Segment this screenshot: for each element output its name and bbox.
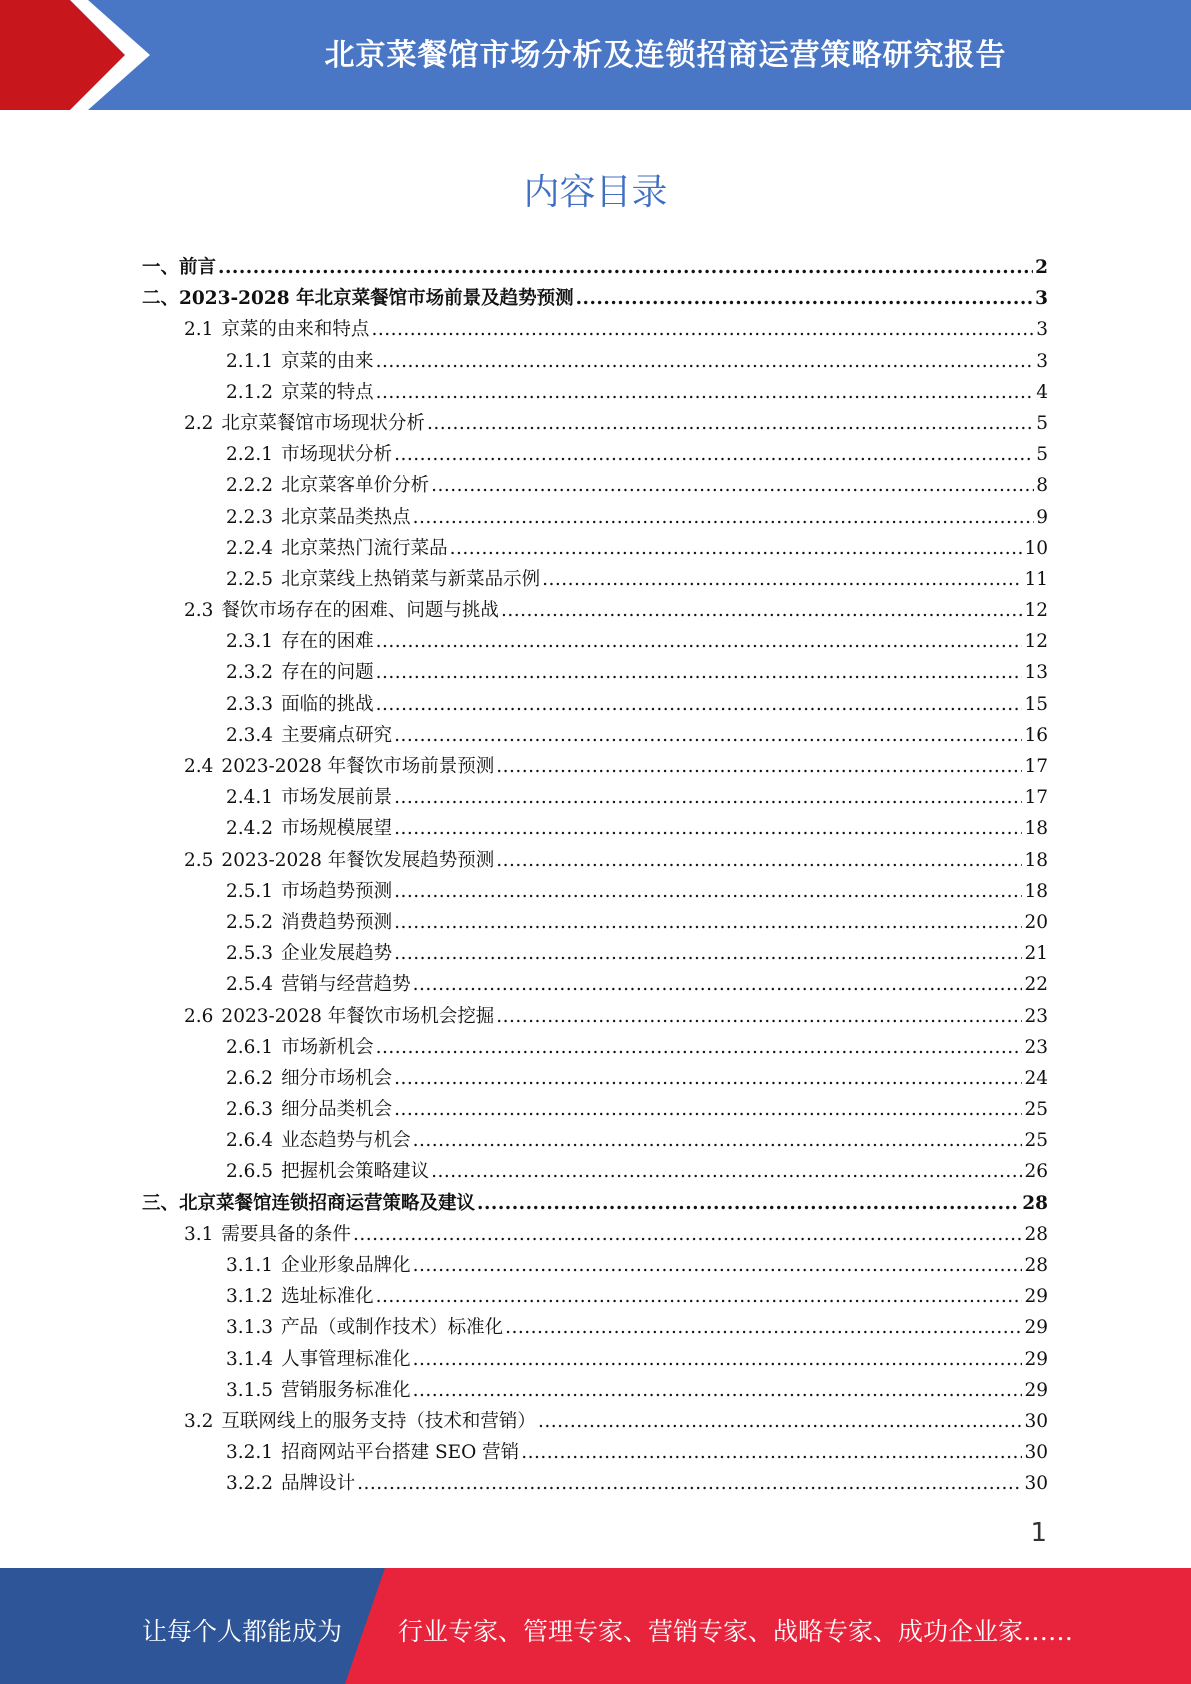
toc-entry-title: 京菜的由来 [281,350,374,372]
toc-entry[interactable] [142,378,1048,409]
toc-entry-number: 3.1.5 [226,1379,274,1401]
toc-dot-leader [496,756,1022,777]
toc-entry[interactable] [142,1313,1048,1344]
toc-entry[interactable] [142,939,1048,970]
toc-entry-page: 5 [1036,444,1048,466]
toc-entry-title: 北京菜餐馆市场现状分析 [221,412,425,434]
table-of-contents [142,253,1048,1501]
toc-entry[interactable] [142,1033,1048,1064]
toc-entry-title: 北京菜品类热点 [281,506,411,528]
toc-entry-number: 3.1 [184,1223,214,1245]
toc-entry-page: 21 [1024,943,1048,965]
toc-entry-page: 18 [1024,880,1048,902]
toc-entry[interactable] [142,347,1048,378]
toc-entry-page: 17 [1024,787,1048,809]
toc-entry-page: 25 [1024,1130,1048,1152]
toc-entry-title: 面临的挑战 [281,693,374,715]
toc-entry[interactable] [142,534,1048,565]
toc-entry-title: 三、北京菜餐馆连锁招商运营策略及建议 [142,1192,476,1214]
toc-entry[interactable] [142,1064,1048,1095]
toc-dot-leader [413,1349,1023,1370]
toc-dot-leader [427,413,1034,434]
toc-entry[interactable] [142,1095,1048,1126]
toc-entry[interactable] [142,596,1048,627]
toc-dot-leader [394,943,1022,964]
toc-entry-number: 2.2 [184,412,214,434]
toc-entry-number: 2.6.3 [226,1099,274,1121]
toc-dot-leader [394,444,1034,465]
toc-entry[interactable] [142,1469,1048,1500]
toc-entry-page: 2 [1035,257,1048,278]
toc-entry[interactable] [142,783,1048,814]
toc-entry-title: 营销服务标准化 [281,1379,411,1401]
toc-entry-title: 北京菜线上热销菜与新菜品示例 [281,568,541,590]
toc-entry[interactable] [142,284,1048,315]
toc-entry-title: 市场规模展望 [281,818,393,840]
toc-entry-number: 2.4.1 [226,787,274,809]
toc-entry-number: 2.3.3 [226,693,274,715]
toc-entry-page: 9 [1036,506,1048,528]
toc-entry[interactable] [142,471,1048,502]
toc-entry-number: 3.2.1 [226,1442,274,1464]
toc-entry-title: 需要具备的条件 [221,1223,351,1245]
toc-dot-leader [394,1099,1022,1120]
toc-dot-leader [413,507,1035,528]
toc-entry-page: 12 [1024,600,1048,622]
toc-entry-title: 京菜的特点 [281,381,374,403]
toc-entry-number: 2.1.2 [226,381,274,403]
toc-entry-page: 24 [1024,1067,1048,1089]
toc-entry-page: 15 [1024,693,1048,715]
toc-entry-number: 2.4 [184,756,214,777]
toc-entry[interactable] [142,315,1048,346]
toc-entry[interactable] [142,1438,1048,1469]
toc-entry-title: 京菜的由来和特点 [221,319,370,341]
toc-dot-leader [376,1037,1023,1058]
footer-slogan-left: 让每个人都能成为 [142,1617,343,1646]
toc-entry-number: 2.1 [184,319,214,341]
toc-dot-leader [394,1068,1022,1089]
toc-entry-title: 选址标准化 [281,1286,374,1308]
header-arrow-decoration [0,0,160,110]
toc-entry[interactable] [142,970,1048,1001]
toc-entry-number: 2.5.4 [226,974,274,996]
toc-entry-title: 北京菜客单价分析 [281,475,430,497]
toc-entry[interactable] [142,440,1048,471]
toc-entry-page: 12 [1024,631,1048,653]
toc-entry[interactable] [142,721,1048,752]
toc-entry[interactable] [142,627,1048,658]
toc-entry-title: 品牌设计 [281,1473,356,1495]
toc-entry[interactable] [142,814,1048,845]
toc-entry-title: 企业形象品牌化 [281,1255,411,1276]
toc-entry-number: 3.2 [184,1410,214,1432]
toc-entry-page: 30 [1024,1473,1048,1495]
toc-dot-leader [413,974,1023,995]
toc-entry-page: 28 [1024,1255,1048,1276]
toc-dot-leader [376,1286,1023,1307]
toc-dot-leader [218,257,1033,278]
toc-entry-number: 3.1.4 [226,1348,274,1370]
toc-entry-title: 产品（或制作技术）标准化 [281,1317,504,1339]
toc-entry-page: 3 [1035,288,1048,310]
toc-entry-page: 29 [1024,1317,1048,1339]
toc-entry-number: 2.5 [184,849,214,871]
toc-dot-leader [576,288,1034,309]
toc-dot-leader [538,1411,1023,1432]
toc-entry-number: 2.3.1 [226,631,274,653]
toc-entry-title: 市场现状分析 [281,444,393,466]
toc-entry-title: 互联网线上的服务支持（技术和营销） [221,1410,536,1432]
page-header [0,0,1191,110]
toc-entry-title: 市场趋势预测 [281,880,393,902]
toc-dot-leader [413,1255,1023,1276]
toc-entry-page: 22 [1024,974,1048,996]
toc-entry-page: 16 [1024,724,1048,746]
toc-entry-number: 2.3.4 [226,724,274,746]
toc-entry-title: 招商网站平台搭建 SEO 营销 [281,1442,520,1464]
toc-entry-number: 3.2.2 [226,1473,274,1495]
toc-entry[interactable] [142,1376,1048,1407]
toc-entry-number: 2.5.2 [226,911,274,933]
toc-entry-page: 18 [1024,849,1048,871]
toc-entry[interactable] [142,1282,1048,1313]
toc-entry-page: 10 [1024,537,1048,559]
toc-entry-title: 市场新机会 [281,1036,374,1058]
toc-entry-number: 2.6.1 [226,1036,274,1058]
toc-dot-leader [376,351,1035,372]
toc-entry[interactable] [142,1002,1048,1033]
toc-entry-title: 消费趋势预测 [281,911,393,933]
toc-dot-leader [505,1317,1022,1338]
toc-entry[interactable] [142,503,1048,534]
toc-entry-page: 13 [1024,662,1048,684]
toc-entry-title: 餐饮市场存在的困难、问题与挑战 [221,600,499,622]
toc-entry-page: 8 [1036,475,1048,497]
toc-entry-number: 2.6 [184,1005,214,1027]
toc-dot-leader [394,787,1022,808]
toc-dot-leader [521,1442,1022,1463]
toc-entry-number: 2.1.1 [226,350,274,372]
toc-entry-number: 3.1.2 [226,1286,274,1308]
page-footer [0,1568,1191,1684]
toc-entry-number: 2.2.3 [226,506,274,528]
toc-dot-leader [431,1161,1022,1182]
report-title: 北京菜餐馆市场分析及连锁招商运营策略研究报告 [324,38,1007,73]
toc-entry[interactable] [142,1407,1048,1438]
toc-dot-leader [477,1193,1020,1214]
toc-entry-page: 28 [1024,1223,1048,1245]
footer-slogan-right: 行业专家、管理专家、营销专家、战略专家、成功企业家…… [398,1617,1074,1646]
toc-entry-page: 4 [1036,381,1048,403]
toc-entry[interactable] [142,1157,1048,1188]
toc-dot-leader [496,850,1022,871]
toc-entry-number: 2.5.1 [226,880,274,902]
toc-entry-title: 营销与经营趋势 [281,974,411,996]
toc-entry-page: 29 [1024,1348,1048,1370]
toc-entry-number: 2.2.1 [226,444,274,466]
toc-entry-title: 北京菜热门流行菜品 [281,537,448,559]
toc-entry-page: 5 [1036,412,1048,434]
toc-entry-number: 2.4.2 [226,818,274,840]
toc-entry-title: 细分市场机会 [281,1067,393,1089]
toc-entry-number: 2.2.2 [226,475,274,497]
toc-entry-page: 30 [1024,1442,1048,1464]
toc-entry-number: 2.6.4 [226,1130,274,1152]
toc-dot-leader [394,912,1022,933]
toc-entry-number: 2.3 [184,600,214,622]
page-number: 1 [1030,1518,1047,1548]
toc-entry-number: 3.1.1 [226,1255,274,1276]
toc-dot-leader [394,881,1022,902]
toc-dot-leader [450,538,1023,559]
toc-entry[interactable] [142,908,1048,939]
toc-entry[interactable] [142,1220,1048,1251]
toc-dot-leader [371,319,1034,340]
toc-dot-leader [376,694,1023,715]
toc-entry-number: 2.6.2 [226,1067,274,1089]
toc-heading: 内容目录 [523,172,668,213]
toc-dot-leader [413,1380,1023,1401]
toc-entry-title: 2023-2028 年餐饮市场机会挖掘 [221,1005,495,1027]
toc-dot-leader [394,818,1022,839]
toc-entry-title: 一、前言 [142,257,217,278]
toc-entry-title: 2023-2028 年餐饮发展趋势预测 [221,849,495,871]
toc-dot-leader [496,1006,1022,1027]
toc-dot-leader [431,475,1034,496]
toc-entry-page: 18 [1024,818,1048,840]
toc-entry-title: 存在的困难 [281,631,374,653]
toc-entry[interactable] [142,1189,1048,1220]
toc-entry-title: 2023-2028 年餐饮市场前景预测 [221,756,495,777]
toc-entry-title: 企业发展趋势 [281,943,393,965]
toc-entry-title: 细分品类机会 [281,1099,393,1121]
toc-entry[interactable] [142,690,1048,721]
toc-entry-page: 3 [1036,319,1048,341]
toc-entry-title: 市场发展前景 [281,787,393,809]
toc-dot-leader [357,1473,1022,1494]
toc-entry-page: 11 [1024,568,1048,590]
toc-dot-leader [542,569,1022,590]
toc-entry-page: 23 [1024,1005,1048,1027]
toc-entry-title: 把握机会策略建议 [281,1161,430,1183]
toc-entry-title: 二、2023-2028 年北京菜餐馆市场前景及趋势预测 [142,288,574,310]
toc-entry[interactable] [142,565,1048,596]
toc-entry[interactable] [142,1251,1048,1282]
toc-entry[interactable] [142,409,1048,440]
toc-entry-number: 2.3.2 [226,662,274,684]
toc-entry-number: 3.1.3 [226,1317,274,1339]
toc-entry-page: 25 [1024,1099,1048,1121]
toc-entry-page: 3 [1036,350,1048,372]
toc-entry[interactable] [142,1126,1048,1157]
toc-entry[interactable] [142,846,1048,877]
toc-dot-leader [394,725,1022,746]
toc-dot-leader [353,1224,1023,1245]
toc-entry-title: 业态趋势与机会 [281,1130,411,1152]
toc-entry[interactable] [142,752,1048,783]
toc-entry-page: 17 [1024,756,1048,777]
toc-entry[interactable] [142,253,1048,284]
toc-dot-leader [501,600,1023,621]
toc-entry-title: 主要痛点研究 [281,724,393,746]
toc-entry-title: 存在的问题 [281,662,374,684]
toc-entry[interactable] [142,658,1048,689]
toc-entry[interactable] [142,1345,1048,1376]
toc-entry-page: 26 [1024,1161,1048,1183]
toc-entry-page: 30 [1024,1410,1048,1432]
toc-dot-leader [376,662,1023,683]
toc-entry-page: 29 [1024,1286,1048,1308]
toc-entry-page: 28 [1022,1192,1048,1214]
toc-entry-number: 2.5.3 [226,943,274,965]
toc-entry-page: 20 [1024,911,1048,933]
toc-entry[interactable] [142,877,1048,908]
toc-entry-number: 2.2.5 [226,568,274,590]
toc-entry-number: 2.2.4 [226,537,274,559]
toc-entry-number: 2.6.5 [226,1161,274,1183]
toc-entry-title: 人事管理标准化 [281,1348,411,1370]
toc-entry-page: 23 [1024,1036,1048,1058]
toc-entry-page: 29 [1024,1379,1048,1401]
toc-dot-leader [376,382,1035,403]
toc-dot-leader [376,631,1023,652]
toc-dot-leader [413,1130,1023,1151]
